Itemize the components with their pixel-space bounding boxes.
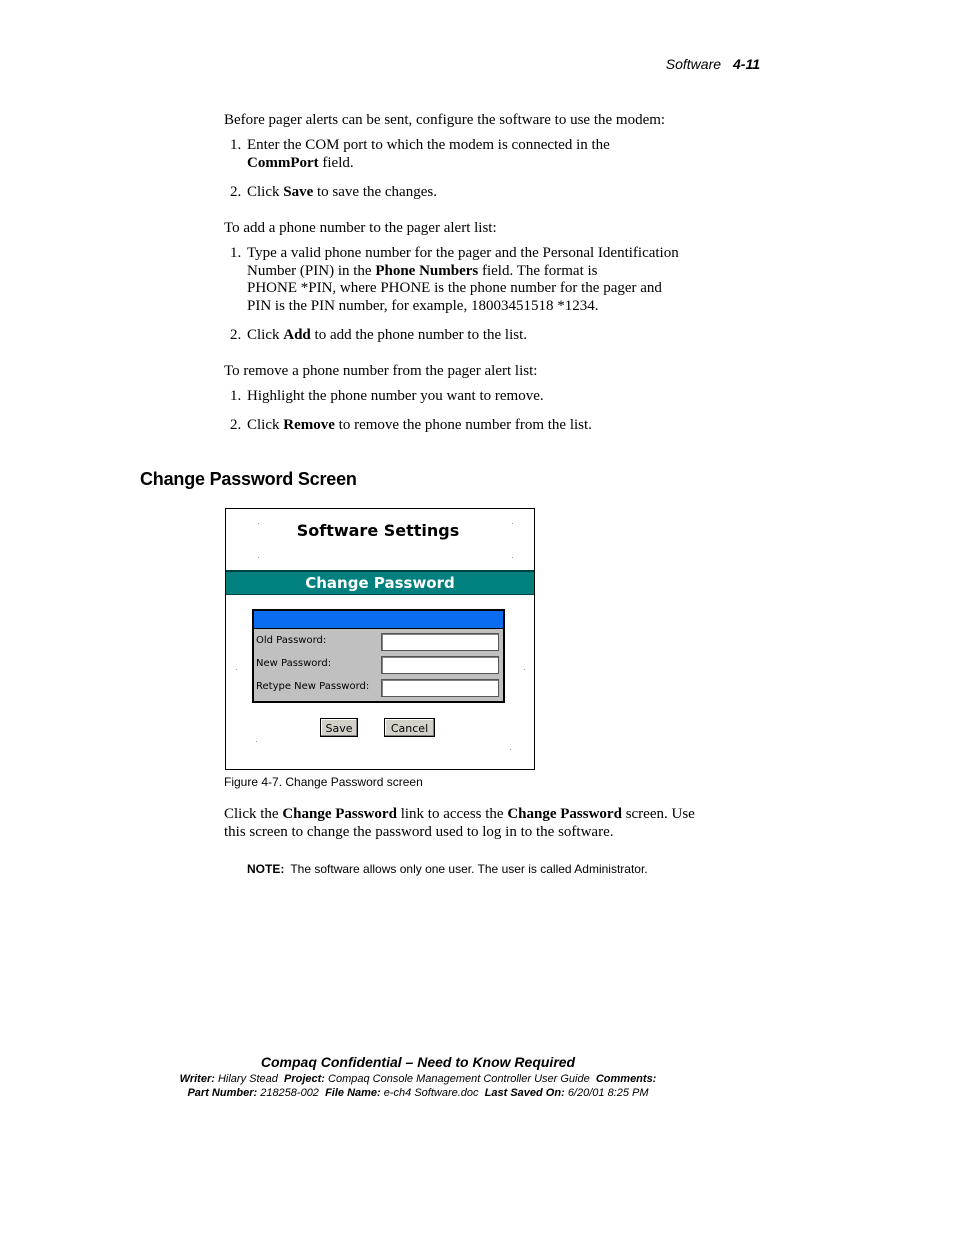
save-button[interactable]: Save [320, 718, 358, 737]
cancel-button[interactable]: Cancel [384, 718, 435, 737]
footer-writer-line [140, 1073, 696, 1085]
writer-label: Writer: [179, 1073, 215, 1085]
writer-value: Hilary Stead [217, 1073, 278, 1085]
desc-line-2: this screen to change the password used to log in to the software. [224, 823, 614, 840]
step-line-1: Type a valid phone number for the pager and the Personal Identification [247, 245, 679, 261]
step-text-end: to remove the phone number from the list. [334, 417, 592, 433]
change-password-figure [225, 508, 535, 770]
step-line-2: Number (PIN) in the [247, 262, 376, 279]
step-bold: Add [283, 327, 311, 343]
old-password-input[interactable] [381, 633, 499, 651]
step-number: 2. [230, 327, 242, 343]
step-line-3: PHONE *PIN, where PHONE is the phone number for the pager and [247, 280, 662, 296]
old-password-label: Old Password: [256, 635, 327, 646]
footer-confidential: Compaq Confidential – Need to Know Required [260, 1054, 576, 1070]
retype-password-label: Retype New Password: [256, 681, 370, 692]
part-value: 218258-002 [260, 1087, 319, 1099]
saved-label: Last Saved On: [484, 1087, 565, 1099]
step-text: Enter the COM port to which the modem is connected in the [247, 137, 610, 153]
desc-text-mid: link to access the [396, 806, 508, 822]
step-bold: CommPort [247, 154, 319, 171]
step-number: 1. [230, 245, 242, 261]
form-header-bar [254, 611, 503, 629]
note-label: NOTE: [247, 862, 285, 876]
retype-password-input[interactable] [381, 679, 499, 697]
part-label: Part Number: [187, 1087, 258, 1099]
step-text-end: field. [318, 154, 354, 171]
step-bold: Phone Numbers [375, 262, 479, 279]
comments-label: Comments: [595, 1073, 657, 1085]
step-text: Click [247, 184, 284, 200]
step-text: Click [247, 417, 284, 433]
new-password-row [254, 654, 503, 676]
new-password-input[interactable] [381, 656, 499, 674]
running-head [600, 56, 760, 72]
speck [256, 741, 257, 742]
retype-password-row [254, 677, 503, 699]
desc-text: Click the [224, 806, 283, 822]
step-number: 2. [230, 417, 242, 433]
file-value: e-ch4 Software.doc [383, 1087, 479, 1099]
step-text-end: to save the changes. [313, 184, 437, 200]
desc-bold-link: Change Password [282, 806, 397, 822]
intro-add: To add a phone number to the pager alert list: [224, 220, 497, 236]
change-password-bar: Change Password [226, 570, 534, 595]
step-number: 1. [230, 137, 242, 153]
project-label: Project: [284, 1073, 325, 1085]
running-head-section: Software [665, 56, 722, 72]
speck [236, 669, 237, 670]
note-text: The software allows only one user. The user is called Administrator. [290, 862, 648, 876]
intro-modem: Before pager alerts can be sent, configure the software to use the modem: [224, 112, 666, 128]
step-number: 2. [230, 184, 242, 200]
section-title: Change Password Screen [140, 469, 357, 489]
saved-value: 6/20/01 8:25 PM [567, 1087, 649, 1099]
new-password-label: New Password: [256, 658, 332, 669]
speck [258, 557, 259, 558]
step-text: Highlight the phone number you want to remove. [247, 388, 544, 404]
step-bold: Save [283, 184, 314, 200]
software-settings-title: Software Settings [296, 521, 460, 540]
step-text-end: to add the phone number to the list. [310, 327, 527, 343]
page-number: 4-11 [733, 56, 760, 72]
desc-bold-screen: Change Password [507, 806, 622, 822]
file-label: File Name: [325, 1087, 381, 1099]
speck [510, 749, 511, 750]
step-line-4: PIN is the PIN number, for example, 18003451518 *1234. [247, 297, 599, 314]
speck [512, 557, 513, 558]
desc-text-end: screen. Use [621, 806, 695, 822]
old-password-row [254, 631, 503, 653]
note [247, 862, 648, 876]
step-text: Click [247, 327, 284, 343]
step-number: 1. [230, 388, 242, 404]
step-line-2-end: field. The format is [478, 262, 598, 279]
figure-caption: Figure 4-7. Change Password screen [224, 775, 423, 789]
footer-part-line [140, 1087, 696, 1099]
password-form [252, 609, 505, 703]
project-value: Compaq Console Management Controller User Guide [328, 1073, 590, 1085]
speck [524, 669, 525, 670]
intro-remove: To remove a phone number from the pager alert list: [224, 363, 538, 379]
step-bold: Remove [283, 417, 335, 433]
